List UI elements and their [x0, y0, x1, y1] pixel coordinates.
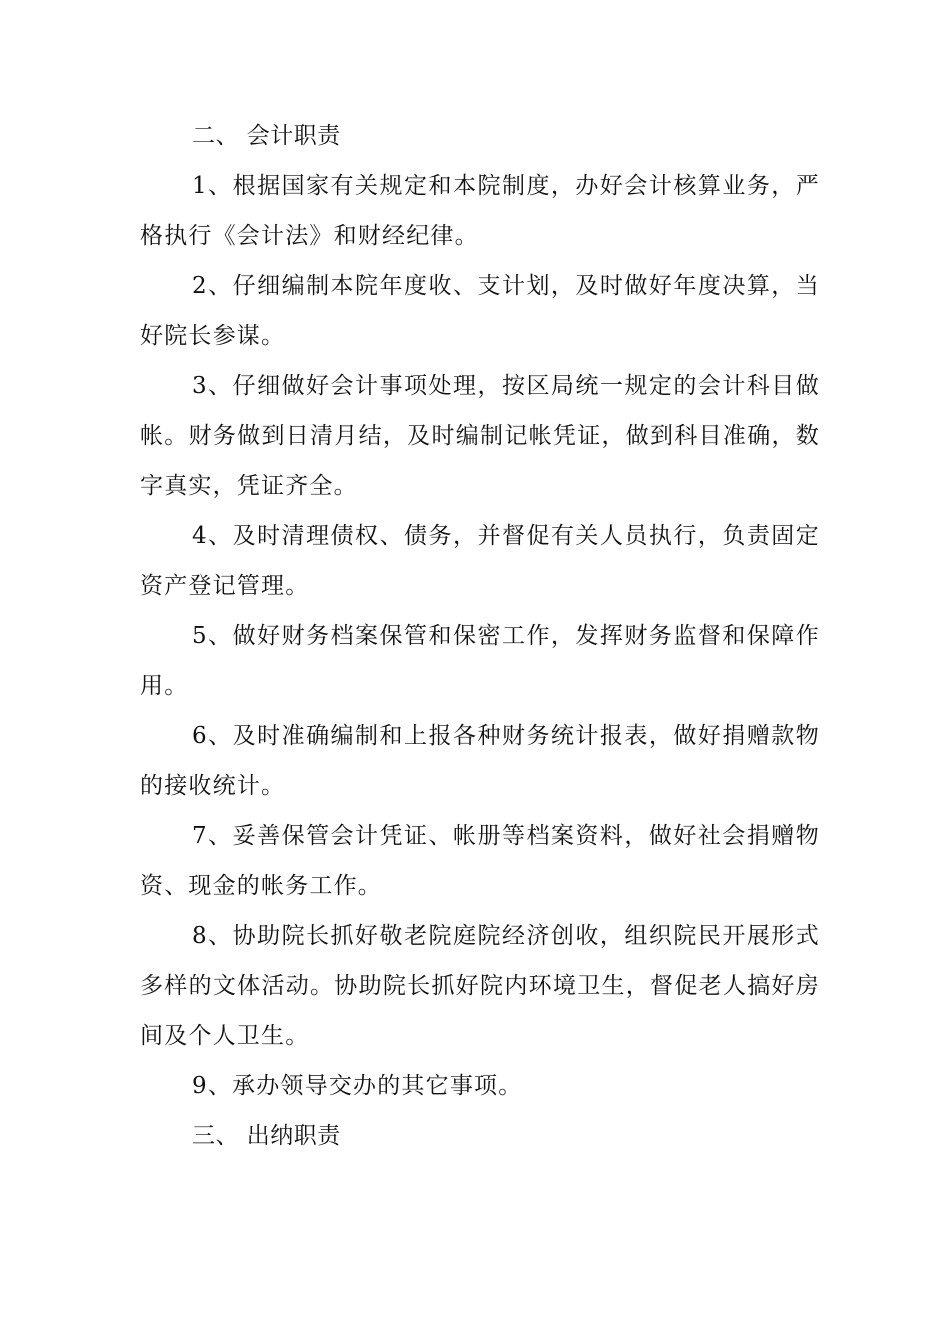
duty-item-2: 2、仔细编制本院年度收、支计划，及时做好年度决算，当好院长参谋。 [140, 273, 820, 349]
duty-item-5: 5、做好财务档案保管和保密工作，发挥财务监督和保障作用。 [140, 623, 820, 699]
document-body [140, 111, 820, 1161]
section-heading-accounting: 二、 会计职责 [192, 123, 341, 149]
duty-item-7: 7、妥善保管会计凭证、帐册等档案资料，做好社会捐赠物资、现金的帐务工作。 [140, 823, 820, 899]
duty-item-4: 4、及时清理债权、债务，并督促有关人员执行，负责固定资产登记管理。 [140, 523, 820, 599]
duty-item-9: 9、承办领导交办的其它事项。 [192, 1073, 523, 1099]
duty-item-8: 8、协助院长抓好敬老院庭院经济创收，组织院民开展形式多样的文体活动。协助院长抓好院内环境卫生，督促老人搞好房间及个人卫生。 [140, 923, 820, 1049]
duty-item-6: 6、及时准确编制和上报各种财务统计报表，做好捐赠款物的接收统计。 [140, 723, 820, 799]
duty-item-1: 1、根据国家有关规定和本院制度，办好会计核算业务，严格执行《会计法》和财经纪律。 [140, 173, 820, 249]
duty-item-3: 3、仔细做好会计事项处理，按区局统一规定的会计科目做帐。财务做到日清月结，及时编制记帐凭证，做到科目准确，数字真实，凭证齐全。 [140, 373, 820, 499]
section-heading-cashier: 三、 出纳职责 [192, 1123, 341, 1149]
